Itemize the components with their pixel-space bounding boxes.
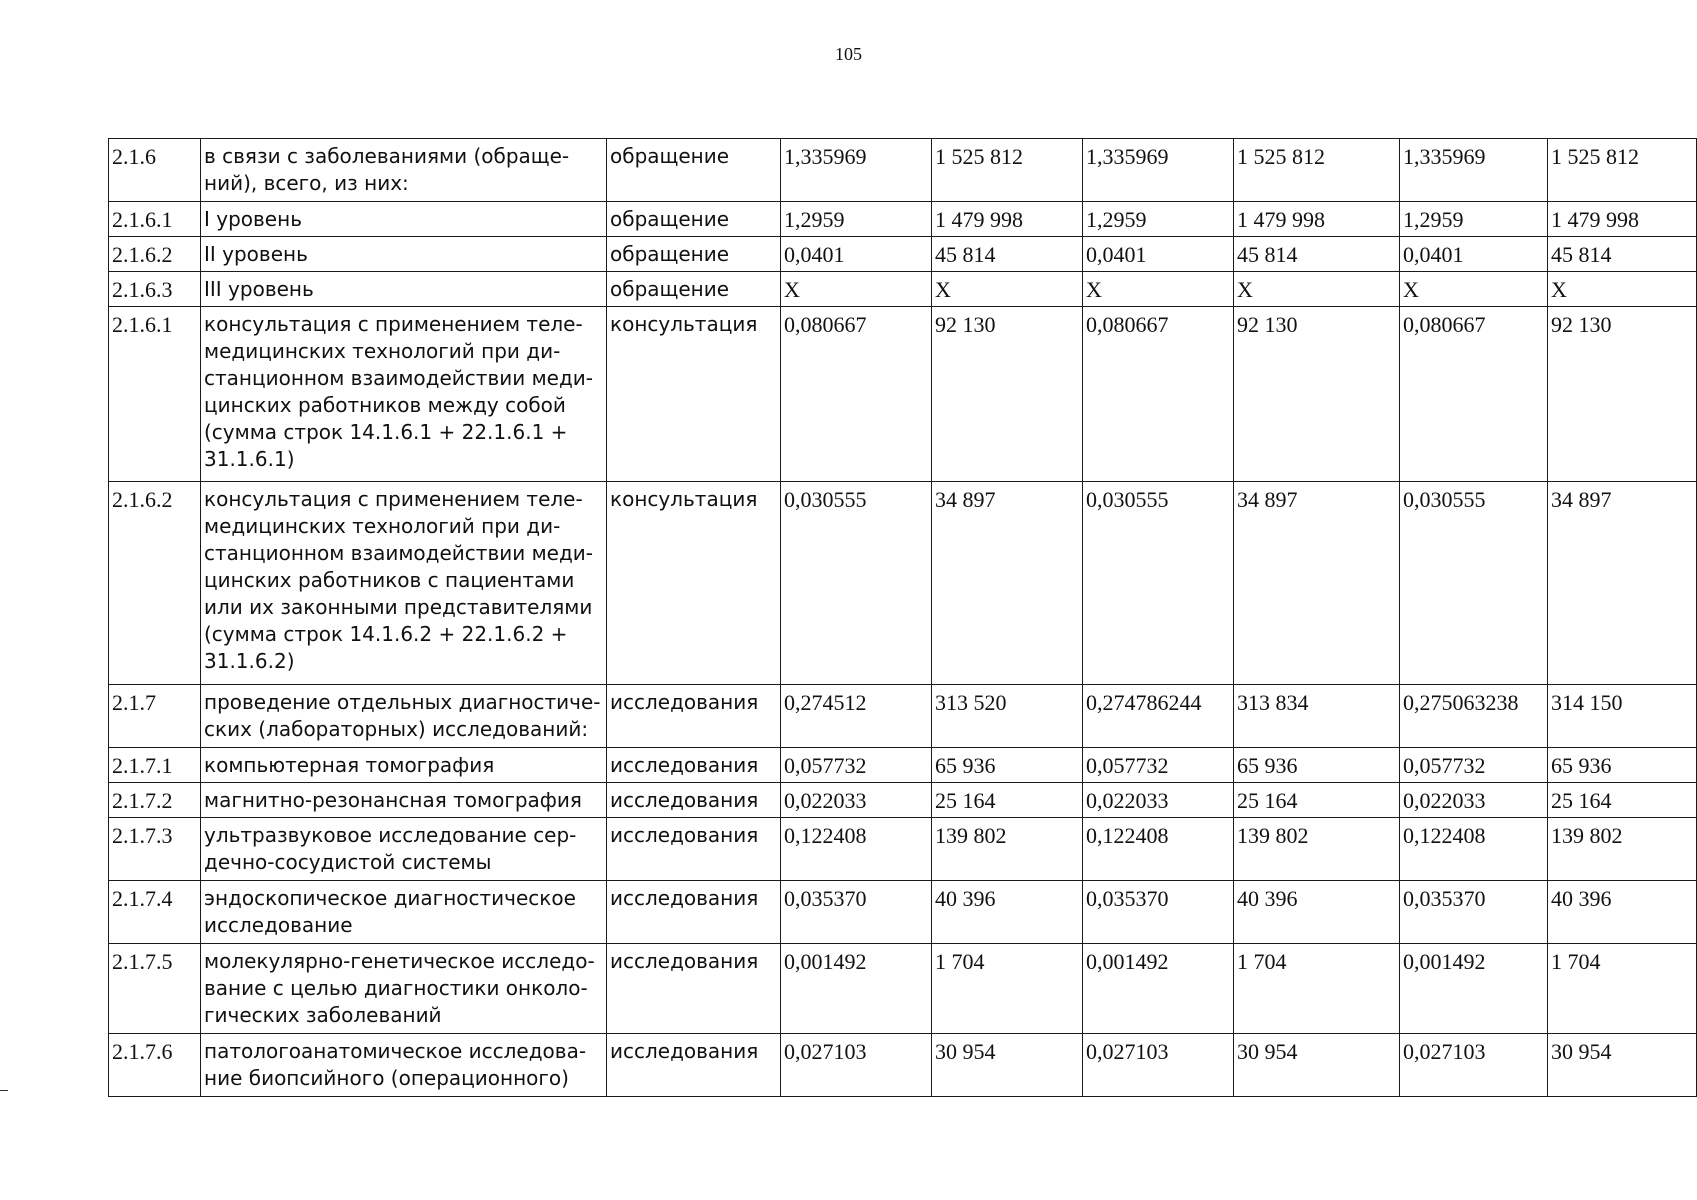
row-code-cell: 2.1.7 — [109, 685, 201, 748]
value-cell: 34 897 — [1234, 482, 1400, 685]
value-cell: 25 164 — [1234, 783, 1400, 818]
value-cell: 1,2959 — [781, 202, 932, 237]
row-unit-cell: исследования — [607, 881, 781, 944]
value-cell: 0,057732 — [781, 748, 932, 783]
value-cell: X — [1400, 272, 1548, 307]
table-row — [109, 1034, 1697, 1097]
table-row — [109, 139, 1697, 202]
value-cell: 25 164 — [932, 783, 1083, 818]
value-cell: 0,022033 — [1400, 783, 1548, 818]
value-cell: 0,001492 — [1400, 944, 1548, 1034]
row-code-cell: 2.1.6.1 — [109, 202, 201, 237]
value-cell: 314 150 — [1548, 685, 1697, 748]
value-cell: 0,0401 — [1083, 237, 1234, 272]
value-cell: 1,335969 — [781, 139, 932, 202]
row-unit-cell: консультация — [607, 307, 781, 482]
margin-mark — [0, 1090, 8, 1091]
value-cell: 25 164 — [1548, 783, 1697, 818]
value-cell: 0,057732 — [1400, 748, 1548, 783]
row-unit-cell: исследования — [607, 1034, 781, 1097]
value-cell: 40 396 — [1234, 881, 1400, 944]
page-number: 105 — [835, 44, 862, 64]
value-cell: 0,275063238 — [1400, 685, 1548, 748]
value-cell: 0,027103 — [1083, 1034, 1234, 1097]
value-cell: 92 130 — [932, 307, 1083, 482]
value-cell: 30 954 — [1234, 1034, 1400, 1097]
value-cell: 0,022033 — [781, 783, 932, 818]
value-cell: 65 936 — [1548, 748, 1697, 783]
row-name-cell: проведение отдельных диагностиче- ских (лабораторных) исследований: — [201, 685, 607, 748]
value-cell: 1 704 — [1234, 944, 1400, 1034]
row-unit-cell: консультация — [607, 482, 781, 685]
value-cell: 139 802 — [1548, 818, 1697, 881]
value-cell: 0,0401 — [1400, 237, 1548, 272]
value-cell: 0,030555 — [1083, 482, 1234, 685]
value-cell: 0,274786244 — [1083, 685, 1234, 748]
row-name-cell: I уровень — [201, 202, 607, 237]
value-cell: 0,035370 — [781, 881, 932, 944]
value-cell: 30 954 — [1548, 1034, 1697, 1097]
row-unit-cell: исследования — [607, 944, 781, 1034]
row-code-cell: 2.1.7.6 — [109, 1034, 201, 1097]
value-cell: 40 396 — [1548, 881, 1697, 944]
row-code-cell: 2.1.6 — [109, 139, 201, 202]
value-cell: X — [932, 272, 1083, 307]
table-row — [109, 202, 1697, 237]
value-cell: 0,122408 — [1400, 818, 1548, 881]
table-row — [109, 748, 1697, 783]
row-code-cell: 2.1.6.2 — [109, 482, 201, 685]
value-cell: 1,2959 — [1400, 202, 1548, 237]
value-cell: 0,035370 — [1083, 881, 1234, 944]
row-code-cell: 2.1.6.1 — [109, 307, 201, 482]
value-cell: X — [1548, 272, 1697, 307]
row-name-cell: ультразвуковое исследование сер- дечно-сосудистой системы — [201, 818, 607, 881]
value-cell: 0,0401 — [781, 237, 932, 272]
table-row — [109, 818, 1697, 881]
table-row — [109, 237, 1697, 272]
value-cell: X — [781, 272, 932, 307]
value-cell: 0,030555 — [1400, 482, 1548, 685]
value-cell: 0,022033 — [1083, 783, 1234, 818]
value-cell: 0,057732 — [1083, 748, 1234, 783]
value-cell: 0,001492 — [781, 944, 932, 1034]
data-table — [108, 138, 1697, 1097]
row-code-cell: 2.1.6.2 — [109, 237, 201, 272]
row-name-cell: III уровень — [201, 272, 607, 307]
value-cell: 0,080667 — [1400, 307, 1548, 482]
value-cell: 0,027103 — [781, 1034, 932, 1097]
row-name-cell: молекулярно-генетическое исследо- вание с целью диагностики онколо- гических заболеваний — [201, 944, 607, 1034]
row-unit-cell: обращение — [607, 272, 781, 307]
value-cell: X — [1083, 272, 1234, 307]
row-name-cell: консультация с применением теле- медицинских технологий при ди- станционном взаимодействии меди- цинских работников между собой (сумма строк 14.1.6.1 + 22.1.6.1 + 31.1.6.1) — [201, 307, 607, 482]
table-body — [109, 139, 1697, 1097]
row-name-cell: консультация с применением теле- медицинских технологий при ди- станционном взаимодействии меди- цинских работников с пациентами или их законными представителями (сумма строк 14.1.6.2 + 22.1.6.2 + 31.1.6.2) — [201, 482, 607, 685]
value-cell: 30 954 — [932, 1034, 1083, 1097]
value-cell: 0,035370 — [1400, 881, 1548, 944]
value-cell: 1 479 998 — [932, 202, 1083, 237]
row-code-cell: 2.1.7.4 — [109, 881, 201, 944]
table-row — [109, 272, 1697, 307]
value-cell: 65 936 — [932, 748, 1083, 783]
value-cell: 1 525 812 — [1548, 139, 1697, 202]
value-cell: 313 834 — [1234, 685, 1400, 748]
row-unit-cell: исследования — [607, 748, 781, 783]
row-unit-cell: исследования — [607, 685, 781, 748]
row-unit-cell: обращение — [607, 237, 781, 272]
row-name-cell: эндоскопическое диагностическое исследование — [201, 881, 607, 944]
value-cell: 0,027103 — [1400, 1034, 1548, 1097]
value-cell: 0,030555 — [781, 482, 932, 685]
value-cell: 45 814 — [1234, 237, 1400, 272]
value-cell: 45 814 — [932, 237, 1083, 272]
value-cell: 34 897 — [1548, 482, 1697, 685]
row-name-cell: компьютерная томография — [201, 748, 607, 783]
row-name-cell: в связи с заболеваниями (обраще- ний), всего, из них: — [201, 139, 607, 202]
row-name-cell: патологоанатомическое исследова- ние биопсийного (операционного) — [201, 1034, 607, 1097]
value-cell: 1 704 — [1548, 944, 1697, 1034]
value-cell: 0,080667 — [1083, 307, 1234, 482]
value-cell: 1 479 998 — [1234, 202, 1400, 237]
value-cell: 0,001492 — [1083, 944, 1234, 1034]
row-unit-cell: исследования — [607, 783, 781, 818]
value-cell: 139 802 — [932, 818, 1083, 881]
value-cell: 92 130 — [1234, 307, 1400, 482]
row-code-cell: 2.1.7.3 — [109, 818, 201, 881]
table-row — [109, 881, 1697, 944]
row-name-cell: магнитно-резонансная томография — [201, 783, 607, 818]
value-cell: 40 396 — [932, 881, 1083, 944]
row-unit-cell: обращение — [607, 139, 781, 202]
table-row — [109, 307, 1697, 482]
row-code-cell: 2.1.7.1 — [109, 748, 201, 783]
row-code-cell: 2.1.7.5 — [109, 944, 201, 1034]
value-cell: 0,122408 — [1083, 818, 1234, 881]
value-cell: 45 814 — [1548, 237, 1697, 272]
table-row — [109, 482, 1697, 685]
value-cell: 0,274512 — [781, 685, 932, 748]
table-row — [109, 685, 1697, 748]
value-cell: 1 479 998 — [1548, 202, 1697, 237]
row-code-cell: 2.1.7.2 — [109, 783, 201, 818]
value-cell: 313 520 — [932, 685, 1083, 748]
value-cell: 1 525 812 — [1234, 139, 1400, 202]
value-cell: 0,122408 — [781, 818, 932, 881]
value-cell: 139 802 — [1234, 818, 1400, 881]
value-cell: 65 936 — [1234, 748, 1400, 783]
value-cell: 34 897 — [932, 482, 1083, 685]
value-cell: 1,2959 — [1083, 202, 1234, 237]
value-cell: 0,080667 — [781, 307, 932, 482]
table-row — [109, 783, 1697, 818]
value-cell: X — [1234, 272, 1400, 307]
table-row — [109, 944, 1697, 1034]
value-cell: 1 704 — [932, 944, 1083, 1034]
value-cell: 92 130 — [1548, 307, 1697, 482]
row-unit-cell: исследования — [607, 818, 781, 881]
row-unit-cell: обращение — [607, 202, 781, 237]
value-cell: 1,335969 — [1400, 139, 1548, 202]
value-cell: 1 525 812 — [932, 139, 1083, 202]
value-cell: 1,335969 — [1083, 139, 1234, 202]
row-code-cell: 2.1.6.3 — [109, 272, 201, 307]
row-name-cell: II уровень — [201, 237, 607, 272]
